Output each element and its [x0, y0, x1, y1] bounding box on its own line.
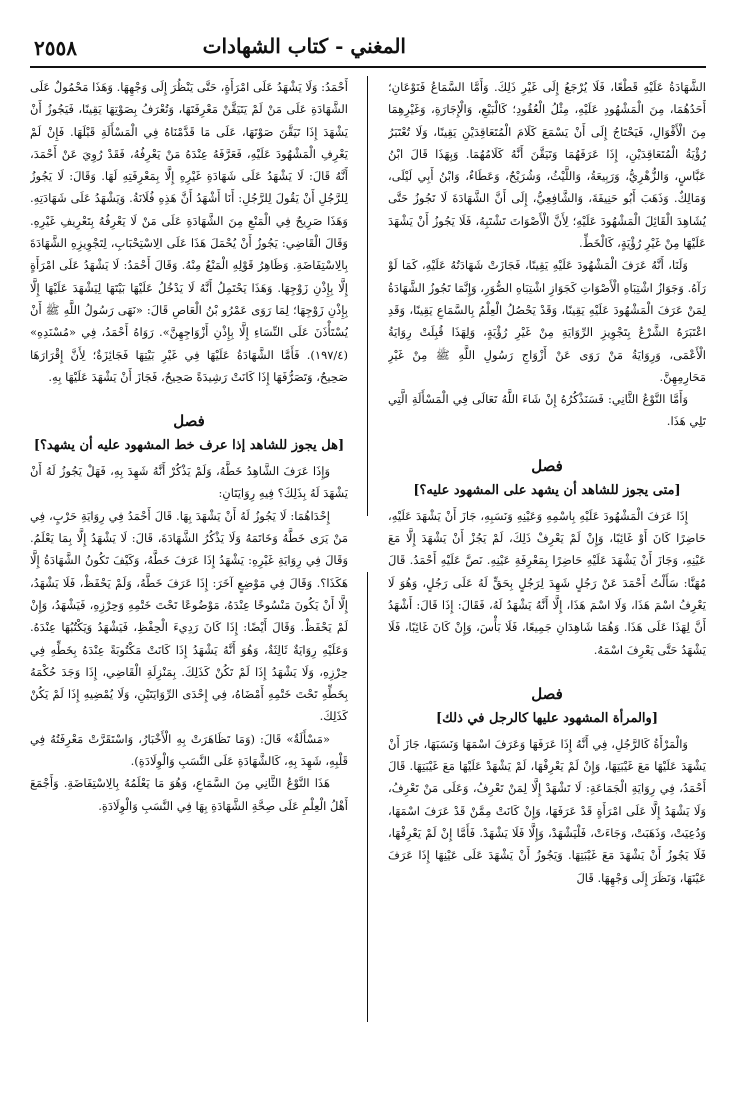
section-title-fasl: فصل — [531, 456, 563, 475]
column-divider — [367, 76, 368, 516]
paragraph: إِذَا عَرَفَ الْمَشْهُودَ عَلَيْهِ بِاسْمِهِ وَعَيْنِهِ وَنَسَبِهِ، جَازَ أَنْ يَشْهَدَ عَلَيْهِ، حَاضِرًا كَانَ أَوْ غَائِبًا، وَإِنْ لَمْ يَعْرِفْ ذَلِكَ، لَمْ يَجُزْ أَنْ يَشْهَدَ إِلَّا مَعَ عَيْنِهِ، وَجَازَ أَنْ يَشْهَدَ عَلَيْهِ حَاضِرًا بِمَعْرِفَةِ عَيْنِهِ. نَصَّ عَلَيْهِ أَحْمَدُ. قَالَ مُهَنَّا: سَأَلْتُ أَحْمَدَ عَنْ رَجُلٍ شَهِدَ لِرَجُلٍ بِحَقٍّ لَهُ عَلَى رَجُلٍ، وَهُوَ لَا يَعْرِفُ اسْمَ هَذَا، وَلَا اسْمَ هَذَا، إِلَّا أَنَّهُ يَشْهَدُ لَهُ، فَقَالَ: إِذَا قَالَ: أَشْهَدُ أَنَّ لِهَذَا عَلَى هَذَا. وَهُمَا شَاهِدَانِ جَمِيعًا، فَلَا بَأْسَ، وَإِنْ كَانَ غَائِبًا، فَلَا يَشْهَدُ حَتَّى يَعْرِفَ اسْمَهُ. — [388, 508, 706, 657]
section-heading: [والمرأة المشهود عليها كالرجل في ذلك] — [436, 710, 658, 726]
paragraph: أَحْمَدُ: وَلَا يَشْهَدُ عَلَى امْرَأَةٍ، حَتَّى يَنْظُرَ إِلَى وَجْهِهَا. وَهَذَا مَحْمُولٌ عَلَى الشَّهَادَةِ عَلَى مَنْ لَمْ يَتَيَقَّنْ مَعْرِفَتَهَا، وَتُعْرَفُ بِصَوْتِهَا يَقِينًا، فَيَجُوزُ أَنْ يَشْهَدَ إِذَا تَيَقَّنَ صَوْتَهَا، عَلَى مَا قَدَّمْنَاهُ فِي الْمَسْأَلَةِ قَبْلَهَا. فَإِنْ لَمْ يَعْرِفِ الْمَشْهُودَ عَلَيْهِ، فَعَرَّفَهُ عِنْدَهُ مَنْ يَعْرِفُهُ، فَقَدْ رُوِيَ عَنْ أَحْمَدَ، أَنَّهُ قَالَ: لَا يَشْهَدُ عَلَى شَهَادَةِ غَيْرِهِ إِلَّا بِمَعْرِفَتِهِ لَهَا. وَقَالَ: لَا يَجُوزُ لِلرَّجُلِ أَنْ يَقُولَ لِلرَّجُلِ: أَنَا أَشْهَدُ أَنَّ هَذِهِ فُلَانَةُ. وَيَشْهَدُ عَلَى شَهَادَتِهِ. وَهَذَا صَرِيحٌ فِي الْمَنْعِ مِنَ الشَّهَادَةِ عَلَى مَنْ لَا يَعْرِفُهُ بِتَعْرِيفِ غَيْرِهِ. وَقَالَ الْقَاضِي: يَجُوزُ أَنْ يُحْمَلَ هَذَا عَلَى الِاسْتِحْبَابِ، لِتَجْوِيزِهِ الشَّهَادَةَ بِالِاسْتِفَاضَةِ. وَظَاهِرُ قَوْلِهِ الْمَنْعُ مِنْهُ. وَقَالَ أَحْمَدُ: لَا يَشْهَدُ عَلَى امْرَأَةٍ إِلَّا بِإِذْنِ زَوْجِهَا. وَهَذَا يَحْتَمِلُ أَنَّهُ لَا يَدْخُلُ عَلَيْهَا بَيْتَهَا لِيَشْهَدَ عَلَيْهَا إِلَّا بِإِذْنِ زَوْجِهَا؛ لِمَا رَوَى عَمْرُو بْنُ الْعَاصِ قَالَ: «نَهَى رَسُولُ اللَّهِ ﷺ أَنْ يُسْتَأْذَنَ عَلَى النِّسَاءِ إِلَّا بِإِذْنِ أَزْوَاجِهِنَّ». رَوَاهُ أَحْمَدُ، فِي «مُسْنَدِهِ» (١٩٧/٤). فَأَمَّا الشَّهَادَةُ عَلَيْهَا فِي غَيْرِ بَيْتِهَا فَجَائِزَةٌ؛ لِأَنَّ إِقْرَارَهَا صَحِيحٌ، وَتَصَرُّفَهَا إِذَا كَانَتْ رَشِيدَةً صَحِيحٌ، فَجَازَ أَنْ يَشْهَدَ عَلَيْهَا بِهِ. — [30, 80, 348, 384]
section-heading: [متى يجوز للشاهد أن يشهد على المشهود عليه؟] — [413, 482, 681, 498]
page-header — [30, 30, 706, 66]
paragraph: وَإِذَا عَرَفَ الشَّاهِدُ خَطَّهُ، وَلَمْ يَذْكُرْ أَنَّهُ شَهِدَ بِهِ، فَهَلْ يَجُوزُ لَهُ أَنْ يَشْهَدَ لَهُ بِذَلِكَ؟ فِيهِ رِوَايَتَانِ: — [30, 464, 348, 501]
right-column — [388, 76, 706, 1076]
section-heading: [هل يجوز للشاهد إذا عرف خط المشهود عليه أن يشهد؟] — [33, 438, 345, 454]
header-rule — [30, 66, 706, 68]
paragraph: إِحْدَاهُمَا: لَا يَجُوزُ لَهُ أَنْ يَشْهَدَ بِهَا. قَالَ أَحْمَدُ فِي رِوَايَةِ حَرْبٍ، فِي مَنْ يَرَى خَطَّهُ وَخَاتَمَهُ وَلَا يَذْكُرُ الشَّهَادَةَ، قَالَ: لَا يَشْهَدُ إِلَّا بِمَا يَعْلَمُ. وَقَالَ فِي رِوَايَةِ غَيْرِهِ: يَشْهَدُ إِذَا عَرَفَ خَطَّهُ، وَكَيْفَ تَكُونُ الشَّهَادَةُ إِلَّا هَكَذَا؟. وَقَالَ فِي مَوْضِعٍ آخَرَ: إِذَا عَرَفَ خَطَّهُ، وَلَمْ يَحْفَظْ، فَلَا يَشْهَدُ، إِلَّا أَنْ يَكُونَ مَنْسُوخًا عِنْدَهُ، مَوْضُوعًا تَحْتَ خَتْمِهِ وَحِرْزِهِ، فَيَشْهَدُ، وَإِنْ لَمْ يَحْفَظْ. وَقَالَ أَيْضًا: إِذَا كَانَ رَدِيءَ الْحِفْظِ، فَيَشْهَدُ وَيَكْتُبُهَا عِنْدَهُ. وَعَلَيْهِ رِوَايَةٌ ثَالِثَةٌ، وَهُوَ أَنَّهُ يَشْهَدُ إِذَا كَانَتْ مَكْتُوبَةً عِنْدَهُ بِخَطِّهِ فِي حِرْزِهِ، وَلَا يَشْهَدُ إِذَا لَمْ تَكُنْ كَذَلِكَ. بِمَنْزِلَةِ الْقَاضِي، إِذَا وَجَدَ حُكْمَهُ بِخَطِّهِ تَحْتَ خَتْمِهِ أَمْضَاهُ، فِي إِحْدَى الرِّوَايَتَيْنِ، وَلَا يُمْضِيهِ إِذَا لَمْ يَكُنْ كَذَلِكَ. — [30, 508, 348, 724]
left-column — [30, 76, 348, 1076]
paragraph: وَالْمَرْأَةُ كَالرَّجُلِ، فِي أَنَّهُ إِذَا عَرَفَهَا وَعَرَفَ اسْمَهَا وَنَسَبَهَا، جَازَ أَنْ يَشْهَدَ عَلَيْهَا مَعَ غَيْبَتِهَا، وَإِنْ لَمْ يَعْرِفْهَا، لَمْ يَشْهَدْ عَلَيْهَا مَعَ غَيْبَتِهَا. قَالَ أَحْمَدُ، فِي رِوَايَةِ الْجَمَاعَةِ: لَا تَشْهَدْ إِلَّا لِمَنْ تَعْرِفُ، وَعَلَى مَنْ تَعْرِفُ، وَلَا يَشْهَدُ إِلَّا عَلَى امْرَأَةٍ قَدْ عَرَفَهَا، وَإِنْ كَانَتْ مِمَّنْ قَدْ عَرَفَ اسْمَهَا، وَدُعِيَتْ، وَذَهَبَتْ، وَجَاءَتْ، فَلْيَشْهَدْ، وَإِلَّا فَلَا يَشْهَدْ. فَأَمَّا إِنْ لَمْ يَعْرِفْهَا، فَلَا يَجُوزُ أَنْ يَشْهَدَ مَعَ غَيْبَتِهَا. وَيَجُوزُ أَنْ يَشْهَدَ عَلَى عَيْنِهَا إِذَا عَرَفَ عَيْنَهَا، وَنَظَرَ إِلَى وَجْهِهَا. قَالَ — [388, 736, 706, 885]
paragraph: هَذَا النَّوْعُ الثَّانِي مِنَ السَّمَاعِ، وَهُوَ مَا يَعْلَمُهُ بِالِاسْتِفَاضَةِ. وَأَجْمَعَ أَهْلُ الْعِلْمِ عَلَى صِحَّةِ الشَّهَادَةِ بِهَا فِي النَّسَبِ وَالْوِلَادَةِ. — [30, 776, 348, 813]
paragraph: الشَّهَادَةُ عَلَيْهِ قَطْعًا، فَلَا يُرْجَعُ إِلَى غَيْرِ ذَلِكَ. وَأَمَّا السَّمَاعُ فَنَوْعَانِ؛ أَحَدُهُمَا، مِنَ الْمَشْهُودِ عَلَيْهِ، مِثْلُ الْعُقُودِ؛ كَالْبَيْعِ، وَالْإِجَارَةِ، وَغَيْرِهِمَا مِنَ الْأَقْوَالِ، فَيَحْتَاجُ إِلَى أَنْ يَسْمَعَ كَلَامَ الْمُتَعَاقِدَيْنِ يَقِينًا، وَلَا تُعْتَبَرُ رُؤْيَةُ الْمُتَعَاقِدَيْنِ، إِذَا عَرَفَهُمَا وَتَيَقَّنَ أَنَّهُ كَلَامُهُمَا. وَبِهَذَا قَالَ ابْنُ عَبَّاسٍ، وَالزُّهْرِيُّ، وَرَبِيعَةُ، وَاللَّيْثُ، وَشُرَيْحٌ، وَعَطَاءٌ، وَابْنُ أَبِي لَيْلَى، وَمَالِكٌ. وَذَهَبَ أَبُو حَنِيفَةَ، وَالشَّافِعِيُّ، إِلَى أَنَّ الشَّهَادَةَ لَا تَجُوزُ حَتَّى يُشَاهِدَ الْقَائِلَ الْمَشْهُودَ عَلَيْهِ؛ لِأَنَّ الْأَصْوَاتَ تَشْتَبِهُ، فَلَا يَجُوزُ أَنْ يَشْهَدَ عَلَيْهَا مِنْ غَيْرِ رُؤْيَةٍ، كَالْخَطِّ. — [388, 80, 706, 251]
paragraph: وَأَمَّا النَّوْعُ الثَّانِي: فَسَنَذْكُرُهُ إِنْ شَاءَ اللَّهُ تَعَالَى فِي الْمَسْأَلَةِ الَّتِي تَلِي هَذَا. — [388, 392, 706, 429]
paragraph: «مَسْأَلَةٌ» قَالَ: (وَمَا تَظَاهَرَتْ بِهِ الْأَخْبَارُ، وَاسْتَقَرَّتْ مَعْرِفَتُهُ فِي قَلْبِهِ، شَهِدَ بِهِ، كَالشَّهَادَةِ عَلَى النَّسَبِ وَالْوِلَادَةِ). — [30, 731, 348, 769]
section-title-fasl: فصل — [531, 684, 563, 703]
paragraph: وَلَنَا، أَنَّهُ عَرَفَ الْمَشْهُودَ عَلَيْهِ يَقِينًا، فَجَازَتْ شَهَادَتُهُ عَلَيْهِ، كَمَا لَوْ رَآهُ. وَجَوَازُ اشْتِبَاهِ الْأَصْوَاتِ كَجَوَازِ اشْتِبَاهِ الصُّوَرِ، وَإِنَّمَا تَجُوزُ الشَّهَادَةُ لِمَنْ عَرَفَ الْمَشْهُودَ عَلَيْهِ يَقِينًا، وَقَدْ يَحْصُلُ الْعِلْمُ بِالسَّمَاعِ يَقِينًا، وَقَدِ اعْتَبَرَهُ الشَّرْعُ بِتَجْوِيزِ الرِّوَايَةِ مِنْ غَيْرِ رُؤْيَةٍ، وَلِهَذَا قُبِلَتْ رِوَايَةُ الْأَعْمَى، وَرِوَايَةُ مَنْ رَوَى عَنْ أَزْوَاجِ رَسُولِ اللَّهِ ﷺ مِنْ غَيْرِ مَحَارِمِهِنَّ. — [388, 258, 706, 384]
column-divider — [367, 572, 368, 1022]
running-title: المغني - كتاب الشهادات — [202, 34, 406, 58]
page-number: ٢٥٥٨ — [34, 36, 77, 60]
section-title-fasl: فصل — [173, 412, 205, 431]
